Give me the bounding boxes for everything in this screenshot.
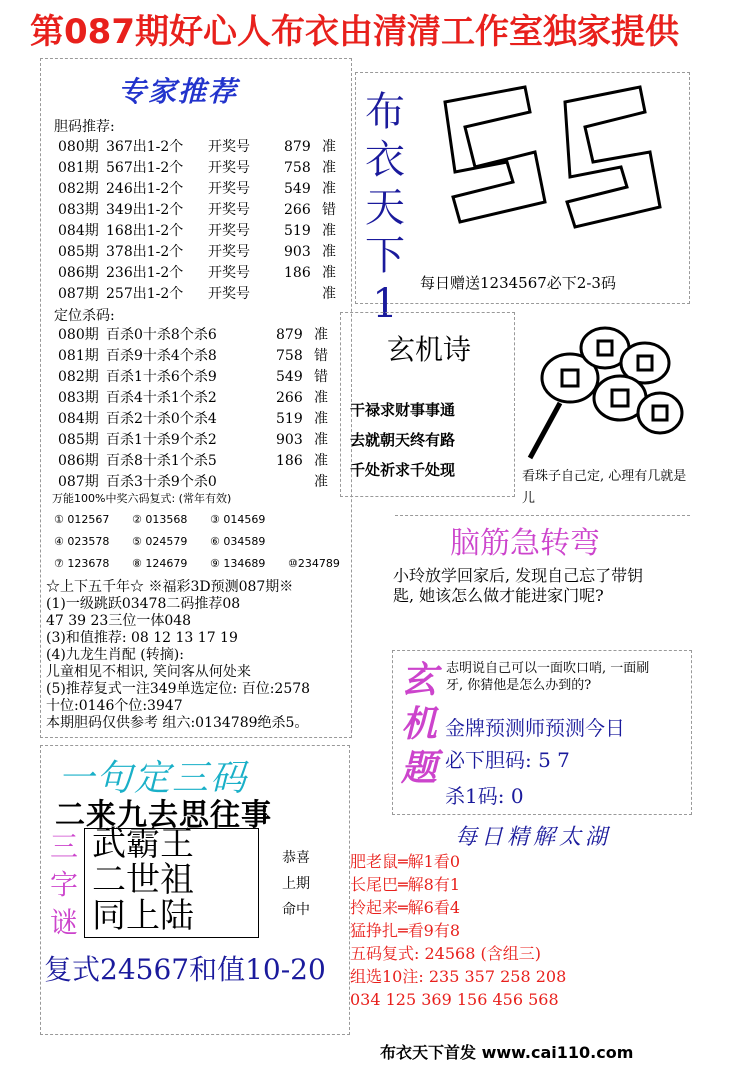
- title-char: 衣: [365, 137, 405, 183]
- wanneng-item: ⑥ 034589: [210, 535, 266, 548]
- result: 准: [322, 181, 336, 197]
- fushi: 复式24567和值10-20: [44, 953, 326, 986]
- forecast-line: (1)一级跳跃03478二码推荐08: [46, 596, 241, 612]
- xuanjiti-title: [398, 658, 440, 790]
- period: 083期: [58, 390, 99, 406]
- taihu-line: 长尾巴═解8有1: [350, 875, 460, 894]
- forecast-line: 十位:0146个位:3947: [46, 698, 183, 714]
- kj-label: 开奖号: [208, 160, 250, 176]
- wanneng-label: 万能100%中奖六码复式: (常年有效): [52, 492, 232, 505]
- taihu-line: 五码复式: 24568 (含组三): [350, 944, 541, 963]
- kj-label: 开奖号: [208, 244, 250, 260]
- result: 准: [322, 244, 336, 260]
- draw-number: 519: [284, 223, 311, 239]
- kj-label: 开奖号: [208, 202, 250, 218]
- zimi-line: 同上陆: [92, 896, 194, 936]
- taihu-lines: [350, 850, 566, 1011]
- pick: 257出1-2个: [106, 286, 184, 302]
- pick: 168出1-2个: [106, 223, 184, 239]
- poem-line: 干禄求财事事通: [350, 401, 456, 419]
- pick: 百杀2十杀0个杀4: [106, 411, 217, 427]
- coins-image: [520, 318, 690, 468]
- period: 086期: [58, 265, 99, 281]
- title-char: 布: [365, 89, 405, 135]
- yiju-phrase: 二来九去思往事: [55, 798, 272, 833]
- result: 准: [314, 327, 328, 343]
- expert-title: 专家推荐: [118, 75, 239, 108]
- kill-row: [58, 429, 334, 449]
- zimi-line: 武霸王: [92, 824, 194, 864]
- title-char: 1: [372, 281, 398, 327]
- xuanji-title: 玄机诗: [387, 333, 472, 366]
- forecast-line: (3)和值推荐: 08 12 13 17 19: [46, 630, 238, 646]
- gold-predictor: 金牌预测师预测今日: [445, 716, 625, 740]
- kj-label: 开奖号: [208, 223, 250, 239]
- kill-row: [58, 450, 334, 470]
- pick: 246出1-2个: [106, 181, 184, 197]
- result: 准: [314, 453, 328, 469]
- result: 准: [322, 265, 336, 281]
- title-char: 机: [400, 703, 437, 745]
- period: 085期: [58, 244, 99, 260]
- taihu-line: 组选10注: 235 357 258 208: [350, 967, 567, 986]
- pick: 百杀0十杀8个杀6: [106, 327, 217, 343]
- taihu-line: 肥老鼠═解1看0: [350, 852, 460, 871]
- congrats-line: 命中: [282, 902, 310, 918]
- draw-number: 186: [276, 453, 303, 469]
- congrats-line: 上期: [282, 876, 310, 892]
- draw-number: 879: [276, 327, 303, 343]
- result: 准: [314, 390, 328, 406]
- pick: 百杀1十杀9个杀2: [106, 432, 217, 448]
- zimi-char: 谜: [49, 906, 78, 939]
- draw-number: 549: [284, 181, 311, 197]
- result: 错: [322, 202, 336, 218]
- period: 080期: [58, 327, 99, 343]
- pick: 百杀4十杀1个杀2: [106, 390, 217, 406]
- period: 080期: [58, 139, 99, 155]
- wanneng-item: ⑧ 124679: [132, 557, 188, 570]
- zimi-label: [46, 828, 82, 942]
- forecast-line: 本期胆码仅供参考 组六:0134789绝杀5。: [46, 715, 309, 731]
- kill-row: [58, 408, 334, 428]
- draw-number: 758: [284, 160, 311, 176]
- kj-label: 开奖号: [208, 139, 250, 155]
- result: 准: [314, 474, 328, 490]
- wanneng-item: ① 012567: [54, 513, 110, 526]
- taihu-line: 034 125 369 156 456 568: [350, 990, 559, 1009]
- pick: 378出1-2个: [106, 244, 184, 260]
- forecast-line: 47 39 23三位一体048: [46, 613, 192, 629]
- result: 错: [314, 369, 328, 385]
- period: 084期: [58, 411, 99, 427]
- kj-label: 开奖号: [208, 286, 250, 302]
- poem-line: 去就朝天终有路: [350, 431, 456, 449]
- title-char: 题: [400, 747, 437, 789]
- dan-row: [58, 220, 342, 240]
- kill-row: [58, 324, 334, 344]
- draw-number: 519: [276, 411, 303, 427]
- kill-one: 杀1码: 0: [445, 784, 524, 808]
- dan-row: [58, 178, 342, 198]
- wanneng-item: ③ 014569: [210, 513, 266, 526]
- draw-number: 879: [284, 139, 311, 155]
- dan-row: [58, 241, 342, 261]
- taihu-line: 猛挣扎═看9有8: [350, 921, 460, 940]
- taihu-title: 每日精解太湖: [455, 825, 612, 850]
- wanneng-item: ④ 023578: [54, 535, 110, 548]
- result: 准: [322, 286, 336, 302]
- draw-number: 758: [276, 348, 303, 364]
- period: 083期: [58, 202, 99, 218]
- kill-row: [58, 345, 334, 365]
- result: 准: [322, 139, 336, 155]
- buyi-gift: 每日赠送1234567必下2-3码: [420, 274, 616, 292]
- congrats-line: 恭喜: [282, 850, 310, 866]
- kj-label: 开奖号: [208, 181, 250, 197]
- kill-row: [58, 471, 334, 491]
- page-title: 第087期好心人布衣由清清工作室独家提供: [30, 12, 679, 52]
- dan-row: [58, 283, 342, 303]
- must-dan: 必下胆码: 5 7: [445, 748, 570, 772]
- xuanji-caption: 看珠子自己定, 心理有几就是儿: [522, 469, 687, 506]
- riddle-text: 小玲放学回家后, 发现自己忘了带钥匙, 她该怎么做才能进家门呢?: [393, 566, 644, 605]
- pick: 567出1-2个: [106, 160, 184, 176]
- wanneng-item: ⑨ 134689: [210, 557, 266, 570]
- pick: 百杀8十杀1个杀5: [106, 453, 217, 469]
- zimi-char: 三: [49, 830, 78, 863]
- period: 082期: [58, 369, 99, 385]
- wanneng-row: [54, 513, 288, 526]
- title-char: 天: [365, 185, 405, 231]
- forecast-line: 儿童相见不相识, 笑问客从何处来: [46, 664, 251, 680]
- result: 准: [314, 432, 328, 448]
- period: 087期: [58, 286, 99, 302]
- period: 085期: [58, 432, 99, 448]
- buyi-vertical-title: [362, 88, 408, 328]
- zimi-char: 字: [49, 868, 78, 901]
- xuanji-poem: [350, 395, 455, 485]
- dan-row: [58, 262, 342, 282]
- kill-row: [58, 387, 334, 407]
- result: 准: [314, 411, 328, 427]
- title-char: 玄: [400, 659, 437, 701]
- dan-label: 胆码推荐:: [54, 119, 115, 135]
- period: 081期: [58, 348, 99, 364]
- dan-row: [58, 199, 342, 219]
- wanneng-row: [54, 557, 366, 570]
- pick: 236出1-2个: [106, 265, 184, 281]
- zimi-lines: [92, 826, 194, 934]
- wanneng-item: ⑦ 123678: [54, 557, 110, 570]
- twenty-five-icon: [415, 72, 675, 272]
- result: 准: [322, 160, 336, 176]
- draw-number: 903: [276, 432, 303, 448]
- draw-number: 186: [284, 265, 311, 281]
- forecast-line: ☆上下五千年☆ ※福彩3D预测087期※: [46, 579, 294, 595]
- header: [0, 0, 730, 52]
- poem-line: 千处祈求千处现: [350, 461, 456, 479]
- period: 082期: [58, 181, 99, 197]
- pick: 百杀3十杀9个杀0: [106, 474, 217, 490]
- zimi-line: 二世祖: [92, 860, 194, 900]
- kill-label: 定位杀码:: [54, 308, 115, 324]
- pick: 367出1-2个: [106, 139, 184, 155]
- draw-number: 266: [276, 390, 303, 406]
- kill-row: [58, 366, 334, 386]
- draw-number: 266: [284, 202, 311, 218]
- pick: 349出1-2个: [106, 202, 184, 218]
- riddle-title: 脑筋急转弯: [450, 526, 600, 561]
- dan-row: [58, 157, 342, 177]
- title-char: 下: [365, 233, 405, 279]
- draw-number: 549: [276, 369, 303, 385]
- period: 084期: [58, 223, 99, 239]
- wanneng-item: ② 013568: [132, 513, 188, 526]
- wanneng-row: [54, 535, 288, 548]
- kj-label: 开奖号: [208, 265, 250, 281]
- forecast-line: (5)推荐复式一注349单选定位: 百位:2578: [46, 681, 311, 697]
- pick: 百杀1十杀6个杀9: [106, 369, 217, 385]
- result: 错: [314, 348, 328, 364]
- period: 081期: [58, 160, 99, 176]
- period: 086期: [58, 453, 99, 469]
- taihu-line: 拎起来═解6看4: [350, 898, 460, 917]
- wanneng-item: ⑩234789: [288, 557, 340, 570]
- forecast-line: (4)九龙生肖配 (转摘):: [46, 647, 184, 663]
- period: 087期: [58, 474, 99, 490]
- footer-text: 布衣天下首发 www.cai110.com: [380, 1043, 634, 1062]
- result: 准: [322, 223, 336, 239]
- wanneng-item: ⑤ 024579: [132, 535, 188, 548]
- draw-number: 903: [284, 244, 311, 260]
- xuanjiti-text: 志明说自己可以一面吹口哨, 一面刷牙, 你猜他是怎么办到的?: [446, 661, 650, 693]
- dan-row: [58, 136, 342, 156]
- pick: 百杀9十杀4个杀8: [106, 348, 217, 364]
- yiju-title: 一句定三码: [58, 758, 249, 799]
- congrats: [282, 845, 310, 923]
